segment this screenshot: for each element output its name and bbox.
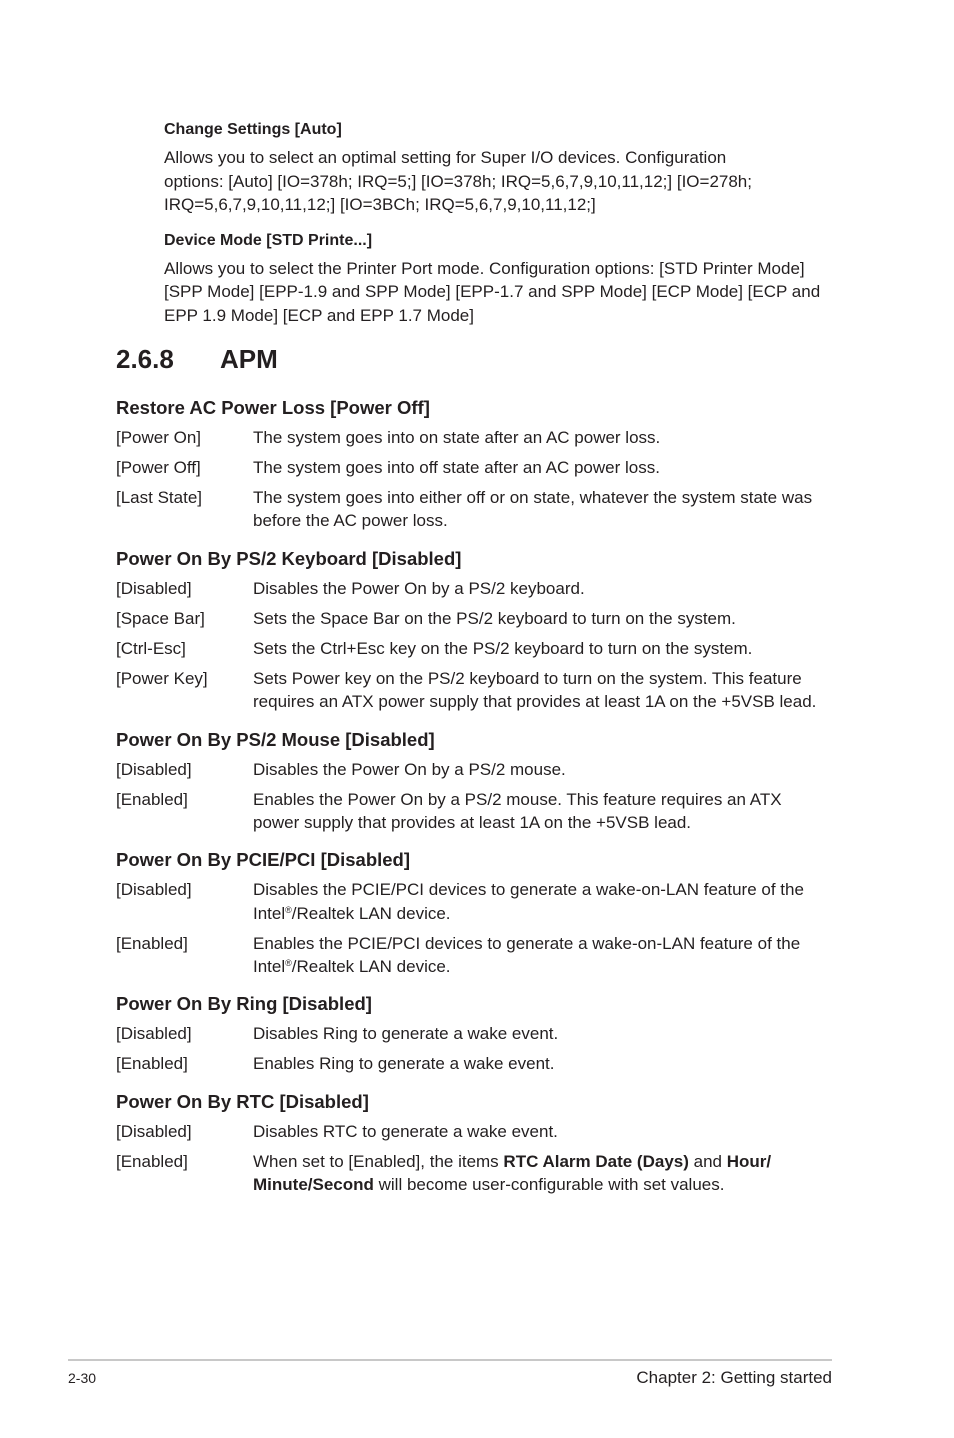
option-description: Disables RTC to generate a wake event. xyxy=(253,1121,558,1141)
option-description xyxy=(253,1150,838,1197)
setting-rtc xyxy=(116,1090,838,1197)
intro-settings xyxy=(164,120,844,327)
option-value: [Ctrl-Esc] xyxy=(116,638,186,658)
option-value: [Power Key] xyxy=(116,669,208,689)
option-description xyxy=(253,878,838,925)
description-line: options: [Auto] [IO=378h; IRQ=5;] [IO=378h; IRQ=5,6,7,9,10,11,12;] [IO=278h; xyxy=(164,171,752,191)
option-value: [Disabled] xyxy=(116,880,192,900)
section-title: APM xyxy=(220,344,278,374)
option-value: [Disabled] xyxy=(116,578,192,598)
setting-ps2-keyboard xyxy=(116,547,838,714)
setting-heading: Power On By PS/2 Keyboard [Disabled] xyxy=(116,547,462,569)
option-row xyxy=(116,607,838,630)
option-row xyxy=(116,758,838,781)
option-row xyxy=(116,637,838,660)
registered-mark: ® xyxy=(285,958,292,969)
description-line: requires an ATX power supply that provides at least 1A on the +5VSB lead. xyxy=(253,692,817,712)
option-value: [Space Bar] xyxy=(116,608,205,628)
hour-term: Hour/ xyxy=(726,1151,772,1171)
setting-heading: Power On By Ring [Disabled] xyxy=(116,993,372,1015)
apm-settings xyxy=(116,396,838,1203)
description-text: When set to [Enabled], the items xyxy=(253,1151,504,1171)
page-number: 2-30 xyxy=(68,1370,97,1386)
setting-description xyxy=(164,257,844,328)
option-row xyxy=(116,1150,838,1197)
description-line: Enables the PCIE/PCI devices to generate a wake-on-LAN feature of the xyxy=(253,933,801,953)
option-row xyxy=(116,878,838,925)
minute-second-term: Minute/Second xyxy=(253,1175,374,1195)
option-row xyxy=(116,456,838,479)
option-value: [Last State] xyxy=(116,488,202,508)
description-line: power supply that provides at least 1A on the +5VSB lead. xyxy=(253,813,692,833)
option-description: The system goes into off state after an AC power loss. xyxy=(253,458,660,478)
description-text: /Realtek LAN device. xyxy=(291,903,451,923)
chapter-label: Chapter 2: Getting started xyxy=(636,1368,832,1387)
option-value: [Disabled] xyxy=(116,1121,192,1141)
setting-pcie-pci xyxy=(116,848,838,978)
option-row xyxy=(116,1120,838,1143)
description-line: Allows you to select an optimal setting for Super I/O devices. Configuration xyxy=(164,148,727,167)
option-description: Sets the Ctrl+Esc key on the PS/2 keyboard to turn on the system. xyxy=(253,638,753,658)
option-description: Enables Ring to generate a wake event. xyxy=(253,1054,555,1074)
setting-ps2-mouse xyxy=(116,728,838,835)
option-row xyxy=(116,577,838,600)
setting-heading: Power On By RTC [Disabled] xyxy=(116,1090,369,1112)
description-text: and xyxy=(688,1151,727,1171)
setting-heading: Device Mode [STD Printe...] xyxy=(164,231,373,249)
description-line: The system goes into either off or on state, whatever the system state was xyxy=(253,488,813,508)
option-description xyxy=(253,486,838,533)
intel-text: Intel xyxy=(253,903,286,923)
setting-ring xyxy=(116,992,838,1075)
description-line: Disables the PCIE/PCI devices to generate a wake-on-LAN feature of the xyxy=(253,880,804,900)
option-value: [Power Off] xyxy=(116,458,201,478)
option-description: Disables the Power On by a PS/2 mouse. xyxy=(253,759,566,779)
option-description: Disables Ring to generate a wake event. xyxy=(253,1024,559,1044)
option-description: Disables the Power On by a PS/2 keyboard. xyxy=(253,578,585,598)
setting-restore-ac-power-loss xyxy=(116,396,838,533)
option-value: [Disabled] xyxy=(116,1024,192,1044)
setting-heading: Restore AC Power Loss [Power Off] xyxy=(116,397,430,418)
option-description: Sets the Space Bar on the PS/2 keyboard to turn on the system. xyxy=(253,608,736,628)
description-line: Sets Power key on the PS/2 keyboard to turn on the system. This feature xyxy=(253,669,802,689)
option-row xyxy=(116,486,838,533)
option-row xyxy=(116,1052,838,1075)
description-line: IRQ=5,6,7,9,10,11,12;] [IO=3BCh; IRQ=5,6,7,9,10,11,12;] xyxy=(164,195,596,214)
option-row xyxy=(116,932,838,979)
option-description xyxy=(253,788,838,835)
description-line: Allows you to select the Printer Port mode. Configuration options: [STD Printer Mode] xyxy=(164,258,805,278)
description-line: EPP 1.9 Mode] [ECP and EPP 1.7 Mode] xyxy=(164,305,474,325)
description-text: will become user-configurable with set values. xyxy=(373,1175,725,1195)
setting-device-mode xyxy=(164,231,844,328)
option-description xyxy=(253,932,838,979)
option-value: [Disabled] xyxy=(116,759,192,779)
option-row xyxy=(116,1022,838,1045)
setting-change-settings xyxy=(164,120,844,217)
option-description xyxy=(253,667,838,714)
description-line: Enables the Power On by a PS/2 mouse. This feature requires an ATX xyxy=(253,789,782,809)
description-line: [SPP Mode] [EPP-1.9 and SPP Mode] [EPP-1.7 and SPP Mode] [ECP Mode] [ECP and xyxy=(164,282,821,301)
option-row xyxy=(116,426,838,449)
section-number: 2.6.8 xyxy=(116,344,174,374)
option-value: [Enabled] xyxy=(116,1054,188,1074)
registered-mark: ® xyxy=(285,904,292,915)
option-value: [Enabled] xyxy=(116,1151,188,1171)
option-row xyxy=(116,788,838,835)
setting-description xyxy=(164,146,844,217)
intel-text: Intel xyxy=(253,957,286,977)
setting-heading: Change Settings [Auto] xyxy=(164,121,342,138)
option-value: [Enabled] xyxy=(116,933,188,953)
option-value: [Enabled] xyxy=(116,789,188,809)
option-value: [Power On] xyxy=(116,428,202,447)
section-heading xyxy=(116,343,278,375)
description-line: before the AC power loss. xyxy=(253,511,448,531)
option-row xyxy=(116,667,838,714)
setting-heading: Power On By PS/2 Mouse [Disabled] xyxy=(116,728,435,750)
rtc-alarm-date-term: RTC Alarm Date (Days) xyxy=(503,1151,689,1171)
footer-divider xyxy=(68,1359,832,1361)
description-text: /Realtek LAN device. xyxy=(291,957,451,977)
setting-heading: Power On By PCIE/PCI [Disabled] xyxy=(116,849,411,871)
option-description: The system goes into on state after an AC power loss. xyxy=(253,428,661,447)
